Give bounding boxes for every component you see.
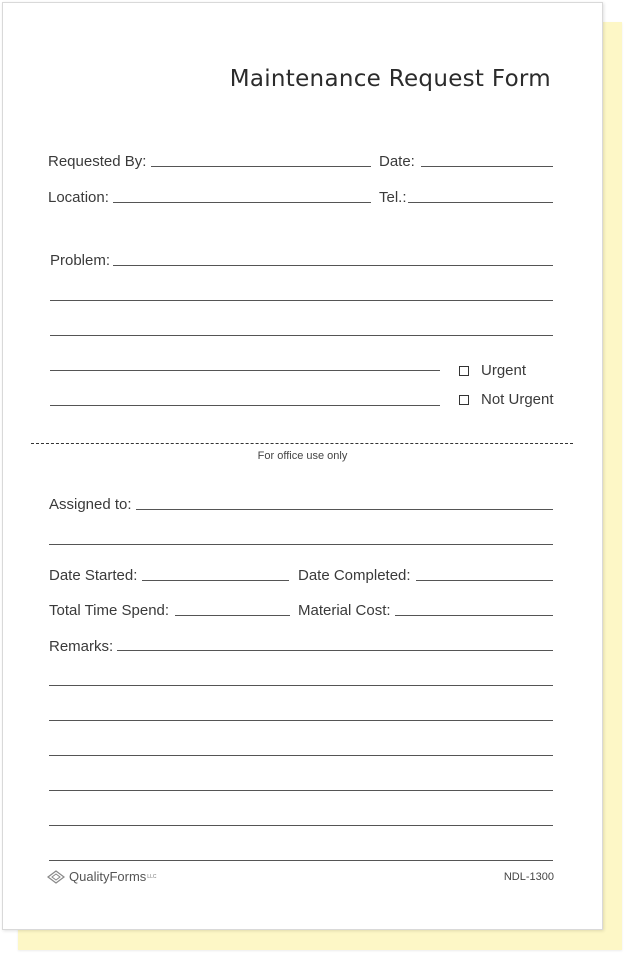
not-urgent-checkbox[interactable] <box>459 395 469 405</box>
problem-field-line-4[interactable] <box>50 370 440 371</box>
date-started-label: Date Started: <box>49 567 138 584</box>
form-title: Maintenance Request Form <box>229 66 551 92</box>
brand-logo-icon <box>47 870 65 884</box>
remarks-field-line-2[interactable] <box>49 685 553 686</box>
remarks-field-line-6[interactable] <box>49 825 553 826</box>
requested-by-field[interactable] <box>151 166 371 167</box>
remarks-field-line-3[interactable] <box>49 720 553 721</box>
assigned-to-field-line-2[interactable] <box>49 544 553 545</box>
location-label: Location: <box>48 189 109 206</box>
date-field[interactable] <box>421 166 553 167</box>
not-urgent-label: Not Urgent <box>481 391 554 408</box>
problem-field-line-3[interactable] <box>50 335 553 336</box>
material-cost-field[interactable] <box>395 615 553 616</box>
brand-name: QualityForms <box>69 869 147 884</box>
remarks-field-line-7[interactable] <box>49 860 553 861</box>
problem-field-line-5[interactable] <box>50 405 440 406</box>
remarks-field-line-4[interactable] <box>49 755 553 756</box>
location-field[interactable] <box>113 202 371 203</box>
urgent-checkbox[interactable] <box>459 366 469 376</box>
total-time-field[interactable] <box>175 615 290 616</box>
tel-field[interactable] <box>408 202 553 203</box>
brand-logo <box>47 869 156 884</box>
date-label: Date: <box>379 153 415 170</box>
problem-label: Problem: <box>50 252 111 269</box>
form-code: NDL-1300 <box>503 871 554 883</box>
urgent-label: Urgent <box>481 362 527 379</box>
problem-field-line-2[interactable] <box>50 300 553 301</box>
problem-field-line-1[interactable] <box>113 265 553 266</box>
tel-label: Tel.: <box>379 189 407 206</box>
brand-suffix: LLC <box>147 873 157 880</box>
form-sheet <box>2 2 603 930</box>
remarks-field-line-5[interactable] <box>49 790 553 791</box>
requested-by-label: Requested By: <box>48 153 147 170</box>
date-completed-field[interactable] <box>416 580 553 581</box>
office-use-caption: For office use only <box>257 450 348 462</box>
date-completed-label: Date Completed: <box>298 567 411 584</box>
assigned-to-label: Assigned to: <box>49 496 132 513</box>
date-started-field[interactable] <box>142 580 289 581</box>
material-cost-label: Material Cost: <box>298 602 391 619</box>
remarks-label: Remarks: <box>49 638 114 655</box>
total-time-label: Total Time Spend: <box>49 602 170 619</box>
remarks-field-line-1[interactable] <box>117 650 553 651</box>
assigned-to-field-line-1[interactable] <box>136 509 553 510</box>
tear-divider <box>31 443 573 444</box>
